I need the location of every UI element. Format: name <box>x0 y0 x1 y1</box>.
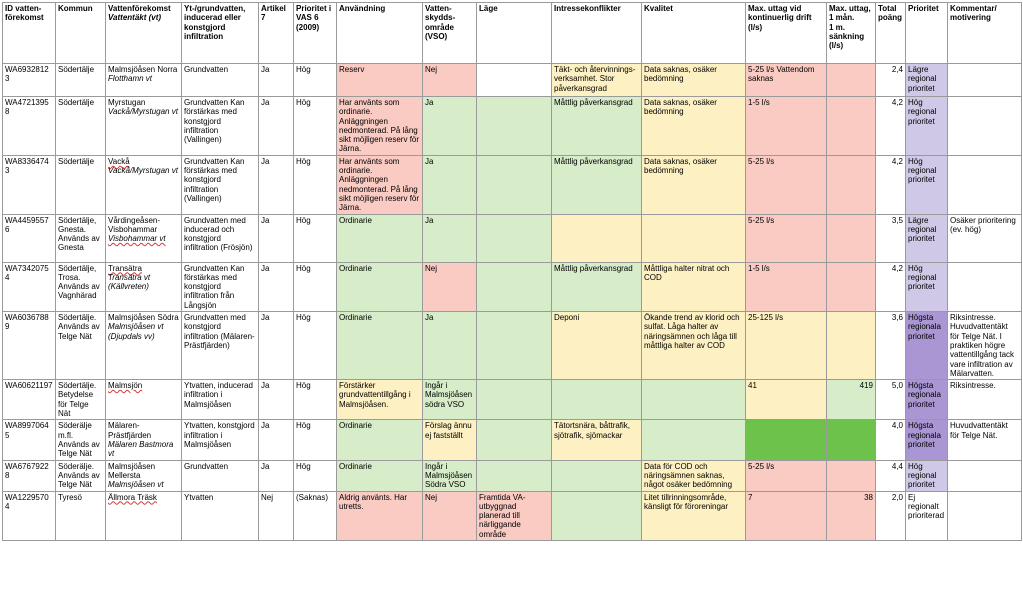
cell-total-poang: 2,4 <box>876 64 906 97</box>
header-max-uttag-sankning: Max. uttag, 1 mån. 1 m. sänkning (l/s) <box>827 3 876 64</box>
cell-kommun: Tyresö <box>56 491 106 540</box>
cell-anvandning: Ordinarie <box>337 214 423 262</box>
table-row <box>3 214 1022 262</box>
cell-kommun: Södertälje, Trosa. Används av Vagnhärad <box>56 262 106 311</box>
cell-total-poang: 5,0 <box>876 380 906 420</box>
cell-total-poang: 3,6 <box>876 312 906 380</box>
header-typ: Yt-/grundvatten, inducerad eller konstgjord infiltration <box>182 3 259 64</box>
header-total-poang: Total poäng <box>876 3 906 64</box>
cell-id: WA69328123 <box>3 64 56 97</box>
table-row <box>3 420 1022 460</box>
cell-vso: Ja <box>423 312 477 380</box>
cell-kvalitet: Data saknas, osäker bedömning <box>642 64 746 97</box>
cell-prioritet-vas: Hög <box>294 97 337 156</box>
cell-lage <box>477 262 552 311</box>
cell-prioritet-vas: Hög <box>294 380 337 420</box>
cell-prioritet: Ej regionalt prioriterad <box>906 491 948 540</box>
cell-total-poang: 4,4 <box>876 460 906 491</box>
cell-max-uttag-kontinuerlig: 25-125 l/s <box>746 312 827 380</box>
cell-lage <box>477 214 552 262</box>
header-kommun: Kommun <box>56 3 106 64</box>
cell-typ: Grundvatten med konstgjord infiltration (Mälaren-Prästfjärden) <box>182 312 259 380</box>
cell-kommentar <box>948 64 1022 97</box>
cell-kvalitet: Data saknas, osäker bedömning <box>642 97 746 156</box>
cell-prioritet-vas: Hög <box>294 460 337 491</box>
cell-artikel7: Ja <box>259 262 294 311</box>
cell-vattenforekomst: Myrstugan Vackå/Myrstugan vt <box>106 97 182 156</box>
cell-kommun: Södertälje <box>56 97 106 156</box>
cell-intressekonflikter: Måttlig påverkansgrad <box>552 97 642 156</box>
cell-vattenforekomst: Vackå Vackå/Myrstugan vt <box>106 155 182 214</box>
cell-kommun: Södertälje. Betydelse för Telge Nät <box>56 380 106 420</box>
cell-artikel7: Nej <box>259 491 294 540</box>
cell-id: WA73420754 <box>3 262 56 311</box>
cell-vso: Förslag ännu ej fastställt <box>423 420 477 460</box>
cell-intressekonflikter: Måttlig påverkansgrad <box>552 155 642 214</box>
cell-id: WA60621197 <box>3 380 56 420</box>
cell-vattenforekomst: Malmsjön <box>106 380 182 420</box>
cell-total-poang: 4,0 <box>876 420 906 460</box>
header-id: ID vatten- förekomst <box>3 3 56 64</box>
cell-kommentar <box>948 262 1022 311</box>
cell-anvandning: Ordinarie <box>337 262 423 311</box>
cell-typ: Grundvatten Kan förstärkas med konstgjord infiltration (Vallingen) <box>182 97 259 156</box>
cell-anvandning: Ordinarie <box>337 420 423 460</box>
table-row <box>3 97 1022 156</box>
cell-lage: Framtida VA-utbyggnad planerad till närliggande område <box>477 491 552 540</box>
cell-intressekonflikter: Måttlig påverkansgrad <box>552 262 642 311</box>
cell-prioritet-vas: Hög <box>294 262 337 311</box>
cell-max-uttag-sankning <box>827 214 876 262</box>
table-row <box>3 64 1022 97</box>
cell-anvandning: Har använts som ordinarie. Anläggningen nedmonterad. På lång sikt möjligen reserv för Järna. <box>337 97 423 156</box>
cell-vso: Ja <box>423 155 477 214</box>
cell-kvalitet: Data saknas, osäker bedömning <box>642 155 746 214</box>
cell-artikel7: Ja <box>259 214 294 262</box>
cell-vattenforekomst: Vårdingeåsen-Visbohammar Visbohammar vt <box>106 214 182 262</box>
header-anvandning: Användning <box>337 3 423 64</box>
cell-kommentar: Riksintresse. Huvudvattentäkt för Telge Nät. I praktiken högre vattentillgång tack vare infiltration av Mälarvatten. <box>948 312 1022 380</box>
cell-max-uttag-kontinuerlig: 1-5 l/s <box>746 97 827 156</box>
cell-total-poang: 4,2 <box>876 155 906 214</box>
cell-lage <box>477 64 552 97</box>
cell-vso: Nej <box>423 491 477 540</box>
cell-kommentar <box>948 97 1022 156</box>
cell-vattenforekomst: Malmsjöåsen Norra Flotthamn vt <box>106 64 182 97</box>
cell-prioritet: Hög regional prioritet <box>906 460 948 491</box>
cell-anvandning: Har använts som ordinarie. Anläggningen nedmonterad. På lång sikt möjligen reserv för Järna. <box>337 155 423 214</box>
cell-kvalitet: Ökande trend av klorid och sulfat. Låga halter av näringsämnen och låga till måttliga halter av COD <box>642 312 746 380</box>
cell-vattenforekomst: Transätra Transätra vt (Källvreten) <box>106 262 182 311</box>
cell-total-poang: 4,2 <box>876 97 906 156</box>
cell-id: WA12295704 <box>3 491 56 540</box>
cell-max-uttag-kontinuerlig: 5-25 l/s Vattendom saknas <box>746 64 827 97</box>
cell-lage <box>477 312 552 380</box>
cell-id: WA47213958 <box>3 97 56 156</box>
cell-max-uttag-sankning <box>827 64 876 97</box>
cell-total-poang: 3,5 <box>876 214 906 262</box>
cell-intressekonflikter <box>552 380 642 420</box>
cell-kommun: Söderälje m.fl. Används av Telge Nät <box>56 420 106 460</box>
cell-lage <box>477 155 552 214</box>
cell-kvalitet <box>642 380 746 420</box>
cell-max-uttag-kontinuerlig: 1-5 l/s <box>746 262 827 311</box>
cell-id: WA89970645 <box>3 420 56 460</box>
cell-anvandning: Förstärker grundvattentillgång i Malmsjöåsen. <box>337 380 423 420</box>
cell-vso: Nej <box>423 262 477 311</box>
header-prioritet-vas: Prioritet i VAS 6 (2009) <box>294 3 337 64</box>
cell-max-uttag-sankning <box>827 420 876 460</box>
cell-vattenforekomst: Mälaren-Prästfjärden Mälaren Bastmora vt <box>106 420 182 460</box>
cell-total-poang: 4,2 <box>876 262 906 311</box>
cell-max-uttag-kontinuerlig: 5-25 l/s <box>746 155 827 214</box>
cell-intressekonflikter: Täkt- och återvinnings-verksamhet. Stor påverkansgrad <box>552 64 642 97</box>
cell-vattenforekomst: Malmsjöåsen Södra Malmsjöåsen vt (Djupdals vv) <box>106 312 182 380</box>
header-artikel7: Artikel 7 <box>259 3 294 64</box>
cell-kommentar: Huvudvattentäkt för Telge Nät. <box>948 420 1022 460</box>
cell-typ: Ytvatten, konstgjord infiltration i Malmsjöåsen <box>182 420 259 460</box>
cell-vattenforekomst: Malmsjöåsen Mellersta Malmsjöåsen vt <box>106 460 182 491</box>
cell-max-uttag-kontinuerlig <box>746 420 827 460</box>
cell-anvandning: Ordinarie <box>337 460 423 491</box>
table-row <box>3 155 1022 214</box>
cell-kommun: Södertälje, Gnesta. Används av Gnesta <box>56 214 106 262</box>
header-lage: Läge <box>477 3 552 64</box>
cell-typ: Grundvatten Kan förstärkas med konstgjord infiltration från Långsjön <box>182 262 259 311</box>
cell-max-uttag-sankning <box>827 155 876 214</box>
cell-lage <box>477 97 552 156</box>
cell-anvandning: Ordinarie <box>337 312 423 380</box>
cell-max-uttag-sankning <box>827 262 876 311</box>
cell-max-uttag-kontinuerlig: 5-25 l/s <box>746 214 827 262</box>
cell-id: WA67679228 <box>3 460 56 491</box>
cell-max-uttag-sankning: 419 <box>827 380 876 420</box>
cell-kommentar: Riksintresse. <box>948 380 1022 420</box>
cell-artikel7: Ja <box>259 97 294 156</box>
cell-kvalitet: Data för COD och näringsämnen saknas, något osäker bedömning <box>642 460 746 491</box>
cell-intressekonflikter <box>552 460 642 491</box>
cell-prioritet-vas: Hög <box>294 214 337 262</box>
cell-artikel7: Ja <box>259 460 294 491</box>
cell-vso: Ja <box>423 97 477 156</box>
cell-kommun: Södertälje. Används av Telge Nät <box>56 312 106 380</box>
cell-vso: Ja <box>423 214 477 262</box>
cell-artikel7: Ja <box>259 380 294 420</box>
cell-lage <box>477 460 552 491</box>
cell-prioritet-vas: (Saknas) <box>294 491 337 540</box>
header-kvalitet: Kvalitet <box>642 3 746 64</box>
cell-kommentar <box>948 155 1022 214</box>
header-row <box>3 3 1022 64</box>
cell-prioritet: Lägre regional prioritet <box>906 64 948 97</box>
cell-intressekonflikter: Deponi <box>552 312 642 380</box>
cell-prioritet-vas: Hög <box>294 420 337 460</box>
cell-typ: Ytvatten, inducerad infiltration i Malmsjöåsen <box>182 380 259 420</box>
cell-lage <box>477 380 552 420</box>
cell-vso: Ingår i Malmsjöåsen Södra VSO <box>423 460 477 491</box>
cell-artikel7: Ja <box>259 312 294 380</box>
cell-kvalitet <box>642 214 746 262</box>
cell-kommun: Söderälje. Används av Telge Nät <box>56 460 106 491</box>
cell-vso: Ingår i Malmsjöåsen södra VSO <box>423 380 477 420</box>
header-vso: Vatten- skydds- område (VSO) <box>423 3 477 64</box>
cell-kommentar <box>948 460 1022 491</box>
header-vattenforekomst: Vattenförekomst Vattentäkt (vt) <box>106 3 182 64</box>
water-source-table <box>2 2 1022 541</box>
header-intressekonflikter: Intressekonflikter <box>552 3 642 64</box>
cell-typ: Grundvatten <box>182 64 259 97</box>
cell-prioritet-vas: Hög <box>294 64 337 97</box>
cell-kommun: Södertälje <box>56 155 106 214</box>
cell-max-uttag-sankning <box>827 97 876 156</box>
cell-prioritet: Högsta regionala prioritet <box>906 312 948 380</box>
cell-intressekonflikter: Tätortsnära, båttrafik, sjötrafik, sjömackar <box>552 420 642 460</box>
cell-kvalitet: Måttliga halter nitrat och COD <box>642 262 746 311</box>
cell-prioritet-vas: Hög <box>294 155 337 214</box>
cell-max-uttag-kontinuerlig: 41 <box>746 380 827 420</box>
cell-kvalitet: Litet tillrinningsområde, känsligt för föroreningar <box>642 491 746 540</box>
cell-artikel7: Ja <box>259 64 294 97</box>
cell-prioritet: Högsta regionala prioritet <box>906 420 948 460</box>
cell-anvandning: Reserv <box>337 64 423 97</box>
cell-prioritet-vas: Hög <box>294 312 337 380</box>
cell-artikel7: Ja <box>259 420 294 460</box>
cell-id: WA44595576 <box>3 214 56 262</box>
cell-prioritet: Hög regional prioritet <box>906 155 948 214</box>
cell-max-uttag-kontinuerlig: 7 <box>746 491 827 540</box>
cell-intressekonflikter <box>552 214 642 262</box>
cell-id: WA60367889 <box>3 312 56 380</box>
cell-artikel7: Ja <box>259 155 294 214</box>
cell-anvandning: Aldrig använts. Har utretts. <box>337 491 423 540</box>
cell-total-poang: 2,0 <box>876 491 906 540</box>
cell-lage <box>477 420 552 460</box>
cell-typ: Grundvatten <box>182 460 259 491</box>
cell-prioritet: Lägre regional prioritet <box>906 214 948 262</box>
cell-max-uttag-kontinuerlig: 5-25 l/s <box>746 460 827 491</box>
cell-vattenforekomst: Ällmora Träsk <box>106 491 182 540</box>
cell-kvalitet <box>642 420 746 460</box>
header-prioritet: Prioritet <box>906 3 948 64</box>
cell-vso: Nej <box>423 64 477 97</box>
table-row <box>3 262 1022 311</box>
cell-max-uttag-sankning <box>827 312 876 380</box>
cell-kommun: Södertälje <box>56 64 106 97</box>
cell-intressekonflikter <box>552 491 642 540</box>
table-row <box>3 491 1022 540</box>
table-row <box>3 460 1022 491</box>
cell-kommentar <box>948 491 1022 540</box>
cell-typ: Grundvatten med inducerad och konstgjord infiltration (Frösjön) <box>182 214 259 262</box>
cell-prioritet: Hög regional prioritet <box>906 262 948 311</box>
cell-max-uttag-sankning: 38 <box>827 491 876 540</box>
header-max-uttag-kontinuerlig: Max. uttag vid kontinuerlig drift (l/s) <box>746 3 827 64</box>
cell-prioritet: Hög regional prioritet <box>906 97 948 156</box>
table-row <box>3 312 1022 380</box>
cell-prioritet: Högsta regionala prioritet <box>906 380 948 420</box>
cell-id: WA83364743 <box>3 155 56 214</box>
cell-typ: Ytvatten <box>182 491 259 540</box>
cell-typ: Grundvatten Kan förstärkas med konstgjord infiltration (Vallingen) <box>182 155 259 214</box>
table-row <box>3 380 1022 420</box>
header-kommentar: Kommentar/ motivering <box>948 3 1022 64</box>
table-wrapper <box>2 2 1022 541</box>
cell-max-uttag-sankning <box>827 460 876 491</box>
cell-kommentar: Osäker prioritering (ev. hög) <box>948 214 1022 262</box>
